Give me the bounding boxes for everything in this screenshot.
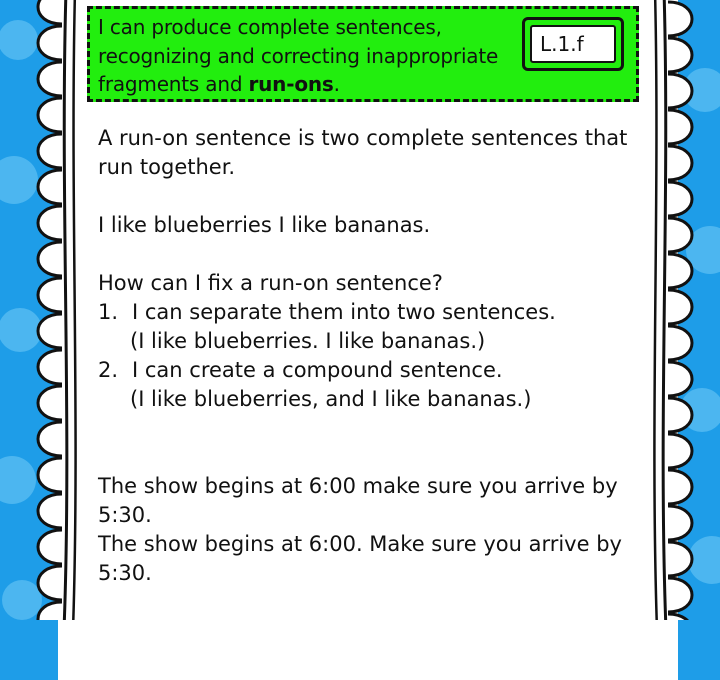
list-example: (I like blueberries. I like bananas.) <box>130 329 486 353</box>
runon-example-2: The show begins at 6:00 make sure you arrive by 5:30. <box>98 474 618 527</box>
runon-example: I like blueberries I like bananas. <box>98 213 431 237</box>
list-item <box>98 298 658 327</box>
fixed-example-2: The show begins at 6:00. Make sure you arrive by 5:30. <box>98 532 622 585</box>
list-number: 2. <box>98 358 119 382</box>
list-item <box>98 356 658 385</box>
learning-objective-box <box>87 6 639 102</box>
list-text: I can separate them into two sentences. <box>132 300 556 324</box>
list-example: (I like blueberries, and I like bananas.) <box>130 387 532 411</box>
list-number: 1. <box>98 300 119 324</box>
standard-code: L.1.f <box>530 25 616 63</box>
objective-text-bold: run-ons <box>248 72 334 96</box>
list-text: I can create a compound sentence. <box>132 358 503 382</box>
objective-text-end: . <box>333 72 340 96</box>
standard-code-box <box>522 17 624 71</box>
lesson-content <box>98 124 658 588</box>
objective-text <box>98 13 518 99</box>
objective-text-plain: I can produce complete sentences, recognizing and correcting inappropriate fragments and <box>98 15 499 96</box>
definition-text: A run-on sentence is two complete sentences that run together. <box>98 126 628 179</box>
question-text: How can I fix a run-on sentence? <box>98 271 443 295</box>
